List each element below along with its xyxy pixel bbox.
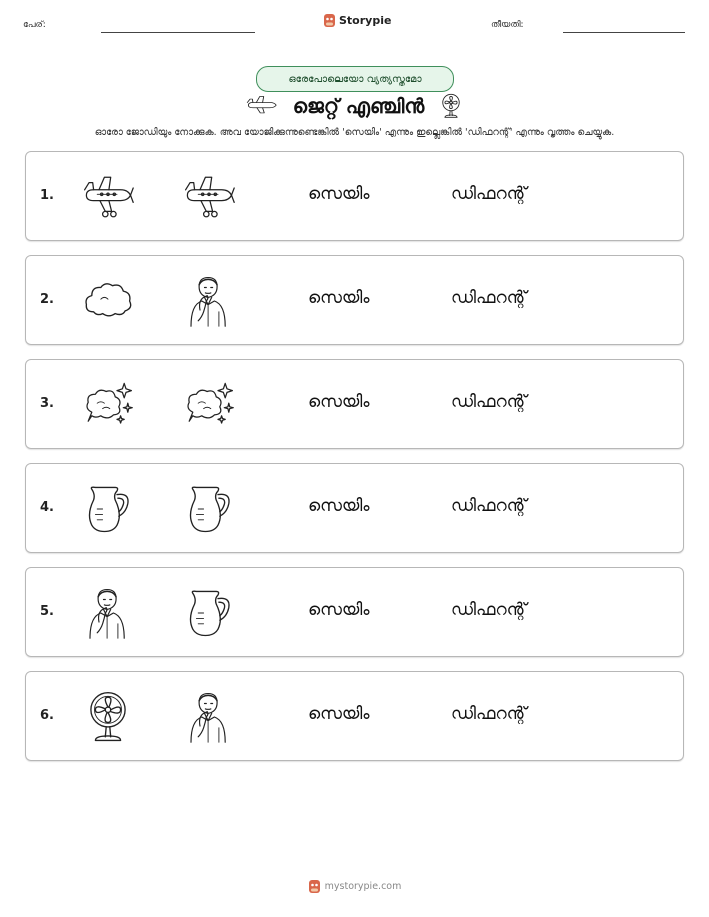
thinking-man-icon: [182, 274, 236, 328]
instructions: ഓരോ ജോഡിയും നോക്കുക. അവ യോജിക്കുന്നുണ്ടെങ്കിൽ 'സെയിം' എന്നും ഇല്ലെങ്കിൽ 'ഡിഫറന്റ്' എന്നും വൃത്തം ചെയ്യുക.: [94, 127, 615, 138]
cloud-icon: [81, 274, 135, 328]
fan-icon: [438, 91, 464, 121]
same-option[interactable]: സെയിം: [308, 184, 370, 204]
steam-puff-icon: [81, 378, 135, 432]
thinking-man-icon: [81, 586, 135, 640]
same-option[interactable]: സെയിം: [308, 392, 370, 412]
airplane-icon: [245, 93, 279, 119]
worksheet-type-badge: ഒരേപോലെയോ വ്യത്യസ്തമോ: [256, 66, 454, 92]
question-row: [25, 567, 684, 657]
date-line: [563, 32, 685, 33]
jug-icon: [81, 482, 135, 536]
storypie-mascot-icon: [323, 13, 336, 28]
storypie-mascot-icon: [308, 879, 321, 894]
title-row: [0, 91, 709, 121]
thinking-man-icon: [182, 690, 236, 744]
airplane-icon: [81, 170, 135, 224]
same-option[interactable]: സെയിം: [308, 496, 370, 516]
different-option[interactable]: ഡിഫറന്റ്: [451, 184, 527, 204]
different-option[interactable]: ഡിഫറന്റ്: [451, 496, 527, 516]
jug-icon: [182, 586, 236, 640]
different-option[interactable]: ഡിഫറന്റ്: [451, 392, 527, 412]
question-row: [25, 463, 684, 553]
same-option[interactable]: സെയിം: [308, 600, 370, 620]
footer: [0, 879, 709, 894]
question-number: 2.: [40, 292, 54, 307]
question-row: [25, 151, 684, 241]
name-line: [101, 32, 255, 33]
worksheet-header: [0, 0, 709, 50]
question-row: [25, 255, 684, 345]
different-option[interactable]: ഡിഫറന്റ്: [451, 600, 527, 620]
footer-site: mystorypie.com: [324, 881, 402, 892]
question-number: 6.: [40, 708, 54, 723]
brand-name: Storypie: [339, 14, 392, 27]
question-number: 4.: [40, 500, 54, 515]
date-label: തീയതി:: [491, 20, 524, 30]
same-option[interactable]: സെയിം: [308, 704, 370, 724]
same-option[interactable]: സെയിം: [308, 288, 370, 308]
jug-icon: [182, 482, 236, 536]
question-number: 3.: [40, 396, 54, 411]
fan-icon: [81, 690, 135, 744]
name-label: പേര്:: [23, 20, 46, 30]
different-option[interactable]: ഡിഫറന്റ്: [451, 704, 527, 724]
steam-puff-icon: [182, 378, 236, 432]
airplane-icon: [182, 170, 236, 224]
question-number: 5.: [40, 604, 54, 619]
question-row: [25, 671, 684, 761]
different-option[interactable]: ഡിഫറന്റ്: [451, 288, 527, 308]
question-number: 1.: [40, 188, 54, 203]
page-title: ജെറ്റ് എഞ്ചിൻ: [292, 94, 425, 118]
question-row: [25, 359, 684, 449]
brand-logo: [323, 13, 391, 28]
